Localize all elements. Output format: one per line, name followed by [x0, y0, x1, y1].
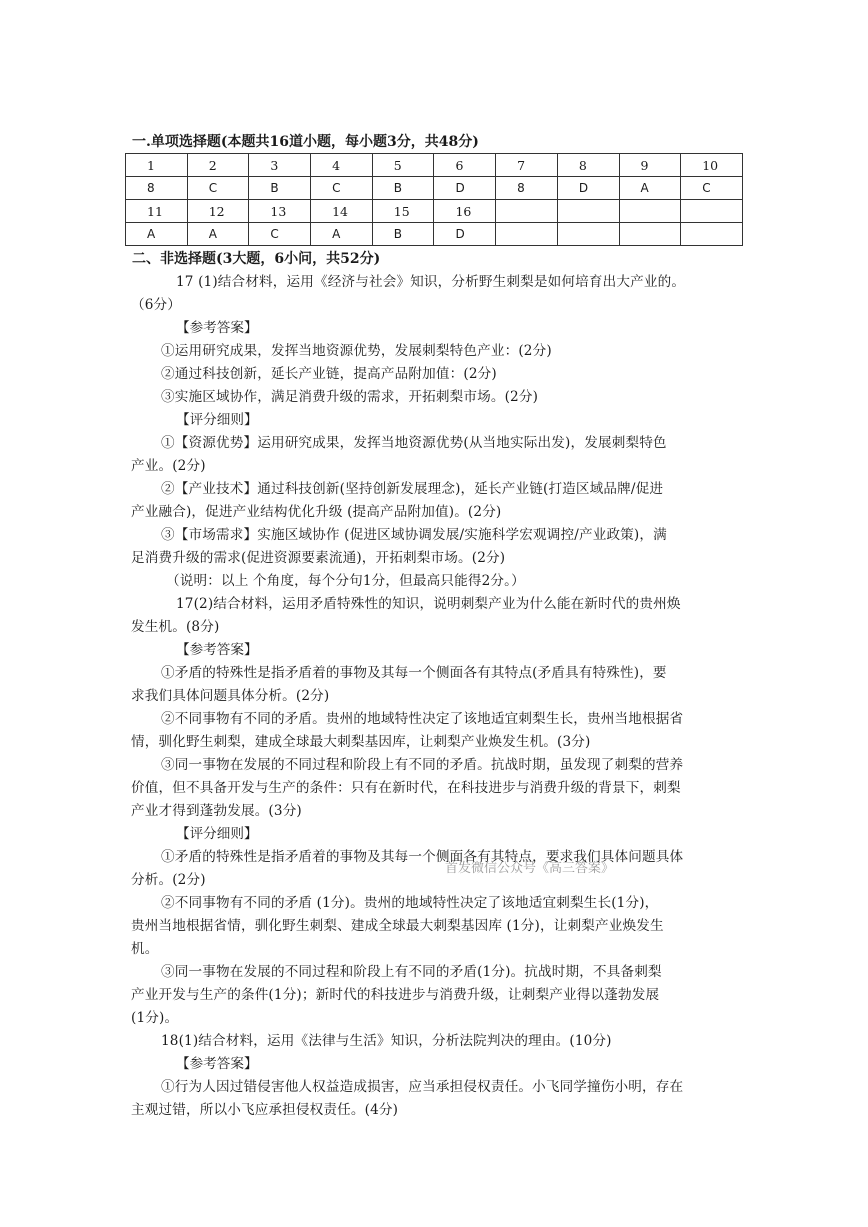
answer-table-cell: [496, 200, 558, 223]
rubric-line-cont: 产业。(2分): [131, 458, 206, 474]
q17-1-question-cont: （6分）: [131, 297, 182, 313]
rubric-line-cont: 贵州当地根据省情，驯化野生刺梨、建成全球最大刺梨基因库 (1分)，让刺梨产业焕发生: [131, 918, 664, 934]
rubric-line: ③【市场需求】实施区域协作 (促进区域协调发展/实施科学宏观调控/产业政策)，满: [161, 527, 667, 543]
section1-heading: 一.单项选择题(本题共16道小题，每小题3分，共48分): [132, 134, 479, 150]
answer-table-cell: 14: [311, 200, 373, 223]
answer-table-cell: 8: [557, 154, 619, 177]
answer-table-cell: A: [311, 223, 373, 246]
answer-line: ①矛盾的特殊性是指矛盾着的事物及其每一个侧面各有其特点(矛盾具有特殊性)，要: [161, 665, 667, 681]
answer-line: ②通过科技创新，延长产业链，提高产品附加值：(2分): [161, 366, 497, 382]
q17-2-question-cont: 发生机。(8分): [131, 619, 220, 635]
answer-table-cell: [681, 200, 743, 223]
section2-heading: 二、非选择题(3大题，6小问，共52分): [132, 251, 381, 267]
answer-table-cell: C: [681, 177, 743, 200]
q18-1-question: 18(1)结合材料，运用《法律与生活》知识，分析法院判决的理由。(10分): [161, 1033, 612, 1049]
answer-line-cont: 情，驯化野生刺梨，建成全球最大刺梨基因库，让刺梨产业焕发生机。(3分): [131, 734, 591, 750]
answer-table-cell: A: [619, 177, 681, 200]
answer-table-cell: [496, 223, 558, 246]
rubric-line-cont: (1分)。: [131, 1010, 179, 1026]
answer-table-row: [126, 154, 743, 177]
answer-table-cell: 1: [126, 154, 188, 177]
reference-answer-label: 【参考答案】: [176, 320, 258, 336]
answer-table-cell: A: [187, 223, 249, 246]
answer-table-cell: 7: [496, 154, 558, 177]
answer-table-cell: 8: [496, 177, 558, 200]
answer-line-cont: 价值，但不具备开发与生产的条件：只有在新时代，在科技进步与消费升级的背景下，刺梨: [131, 780, 681, 796]
rubric-line-cont: 足消费升级的需求(促进资源要素流通)，开拓刺梨市场。(2分): [131, 550, 506, 566]
answer-table: [125, 153, 743, 246]
answer-table-cell: 8: [126, 177, 188, 200]
answer-line: ②不同事物有不同的矛盾。贵州的地域特性决定了该地适宜刺梨生长，贵州当地根据省: [161, 711, 684, 727]
answer-table-row: [126, 223, 743, 246]
rubric-label: 【评分细则】: [176, 826, 258, 842]
answer-table-cell: 3: [249, 154, 311, 177]
answer-table-cell: C: [249, 223, 311, 246]
answer-table-row: [126, 177, 743, 200]
answer-table-cell: B: [372, 223, 434, 246]
answer-table-cell: 15: [372, 200, 434, 223]
rubric-line-cont: 机。: [131, 941, 159, 957]
answer-table-cell: 2: [187, 154, 249, 177]
answer-line-cont: 主观过错，所以小飞应承担侵权责任。(4分): [131, 1102, 399, 1118]
scoring-note: （说明：以上 个角度，每个分句1分，但最高只能得2分。）: [166, 573, 525, 589]
q17-2-question: 17(2)结合材料，运用矛盾特殊性的知识，说明刺梨产业为什么能在新时代的贵州焕: [176, 596, 681, 612]
rubric-line-cont: 产业融合)，促进产业结构优化升级 (提高产品附加值)。(2分): [131, 504, 502, 520]
answer-table-cell: 5: [372, 154, 434, 177]
answer-table-cell: D: [434, 223, 496, 246]
answer-table-row: [126, 200, 743, 223]
answer-table-cell: [681, 223, 743, 246]
answer-table-cell: 6: [434, 154, 496, 177]
reference-answer-label: 【参考答案】: [176, 642, 258, 658]
answer-table-cell: [557, 223, 619, 246]
reference-answer-label: 【参考答案】: [176, 1056, 258, 1072]
rubric-line: ②【产业技术】通过科技创新(坚持创新发展理念)，延长产业链(打造区域品牌/促进: [161, 481, 664, 497]
rubric-line: ②不同事物有不同的矛盾 (1分)。贵州的地域特性决定了该地适宜刺梨生长(1分)，: [161, 895, 659, 911]
rubric-line: ①矛盾的特殊性是指矛盾着的事物及其每一个侧面各有其特点，要求我们具体问题具体: [161, 849, 684, 865]
answer-line: ③实施区域协作，满足消费升级的需求，开拓刺梨市场。(2分): [161, 389, 539, 405]
answer-line: ③同一事物在发展的不同过程和阶段上有不同的矛盾。抗战时期，虽发现了刺梨的营养: [161, 757, 684, 773]
answer-table-cell: [619, 200, 681, 223]
rubric-line-cont: 分析。(2分): [131, 872, 206, 888]
watermark-text: 首发微信公众号《高三答案》: [445, 861, 615, 876]
answer-table-cell: [619, 223, 681, 246]
answer-table-cell: B: [372, 177, 434, 200]
rubric-line: ③同一事物在发展的不同过程和阶段上有不同的矛盾(1分)。抗战时期，不具备刺梨: [161, 964, 662, 980]
answer-table-cell: D: [434, 177, 496, 200]
answer-table-cell: 11: [126, 200, 188, 223]
answer-line: ①行为人因过错侵害他人权益造成损害，应当承担侵权责任。小飞同学撞伤小明，存在: [161, 1079, 684, 1095]
answer-table-cell: D: [557, 177, 619, 200]
answer-table-cell: 12: [187, 200, 249, 223]
q17-1-question: 17 (1)结合材料，运用《经济与社会》知识，分析野生刺梨是如何培育出大产业的。: [176, 274, 686, 290]
answer-line: ①运用研究成果，发挥当地资源优势，发展刺梨特色产业：(2分): [161, 343, 552, 359]
answer-line-cont: 产业才得到蓬勃发展。(3分): [131, 803, 302, 819]
answer-table-cell: 16: [434, 200, 496, 223]
answer-table-cell: C: [187, 177, 249, 200]
answer-table-cell: [557, 200, 619, 223]
rubric-line: ①【资源优势】运用研究成果，发挥当地资源优势(从当地实际出发)，发展刺梨特色: [161, 435, 667, 451]
answer-line-cont: 求我们具体问题具体分析。(2分): [131, 688, 330, 704]
answer-table-cell: 10: [681, 154, 743, 177]
answer-table-cell: 13: [249, 200, 311, 223]
answer-table-cell: B: [249, 177, 311, 200]
rubric-line-cont: 产业开发与生产的条件(1分)；新时代的科技进步与消费升级，让刺梨产业得以蓬勃发展: [131, 987, 660, 1003]
answer-table-cell: 9: [619, 154, 681, 177]
answer-table-cell: C: [311, 177, 373, 200]
rubric-label: 【评分细则】: [176, 412, 258, 428]
answer-table-cell: 4: [311, 154, 373, 177]
answer-table-cell: A: [126, 223, 188, 246]
